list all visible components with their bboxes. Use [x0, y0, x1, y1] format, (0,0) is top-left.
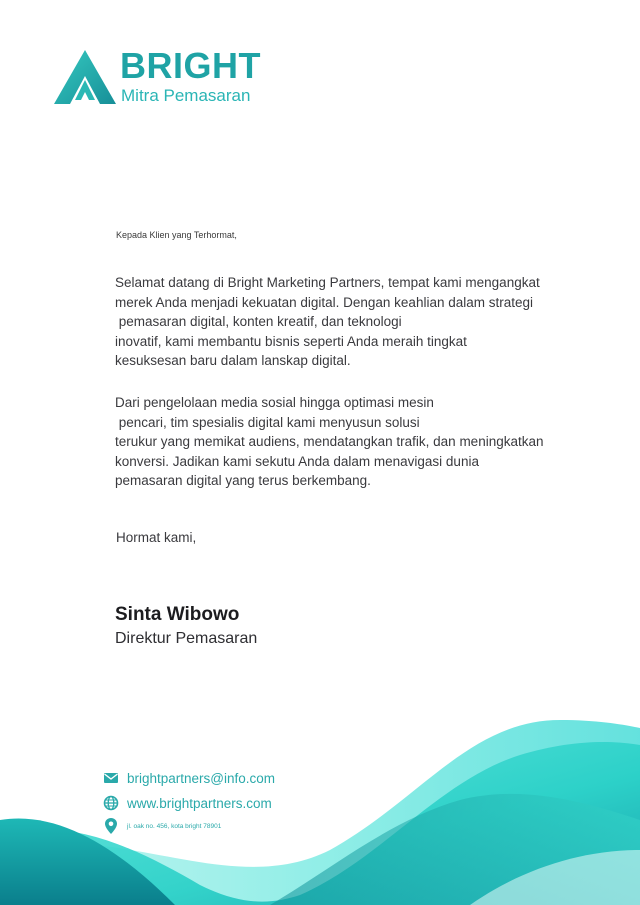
paragraph-line: terukur yang memikat audiens, mendatangkan trafik, dan meningkatkan: [115, 434, 544, 449]
signer-title: Direktur Pemasaran: [115, 630, 258, 647]
footer-wave-decoration: [0, 700, 640, 905]
paragraph-line: Selamat datang di Bright Marketing Partners, tempat kami mengangkat: [115, 275, 540, 290]
triangle-logo-icon: [54, 50, 116, 104]
paragraph-line: pemasaran digital, konten kreatif, dan teknologi: [115, 314, 402, 329]
letter-closing: Hormat kami,: [116, 530, 197, 545]
contact-address: [103, 817, 221, 835]
signer-name: Sinta Wibowo: [115, 604, 240, 625]
paragraph-line: konversi. Jadikan kami sekutu Anda dalam menavigasi dunia: [115, 453, 479, 469]
paragraph-line: kesuksesan baru dalam lanskap digital.: [115, 353, 351, 368]
paragraph-line: merek Anda menjadi kekuatan digital. Dengan keahlian dalam strategi: [115, 294, 534, 310]
letter-paragraph-2: [115, 393, 575, 491]
contact-address-text: jl. oak no. 456, kota bright 78901: [127, 822, 222, 830]
globe-icon: [103, 795, 119, 811]
paragraph-line: pemasaran digital yang terus berkembang.: [115, 473, 371, 488]
paragraph-line: pencari, tim spesialis digital kami menyusun solusi: [115, 414, 420, 430]
contact-website[interactable]: [103, 795, 272, 811]
brand-logo: [54, 45, 294, 108]
contact-website-text[interactable]: www.brightpartners.com: [127, 795, 272, 811]
mail-icon: [103, 770, 119, 786]
letter-paragraph-1: [115, 273, 575, 371]
letter-salutation: Kepada Klien yang Terhormat,: [116, 230, 237, 240]
paragraph-line: Dari pengelolaan media sosial hingga optimasi mesin: [115, 395, 434, 410]
brand-tagline: Mitra Pemasaran: [121, 86, 251, 105]
brand-name: BRIGHT: [120, 45, 261, 86]
contact-email[interactable]: [103, 770, 275, 786]
location-pin-icon: [103, 817, 119, 835]
paragraph-line: inovatif, kami membantu bisnis seperti Anda meraih tingkat: [115, 333, 467, 349]
contact-email-text[interactable]: brightpartners@info.com: [127, 770, 276, 786]
